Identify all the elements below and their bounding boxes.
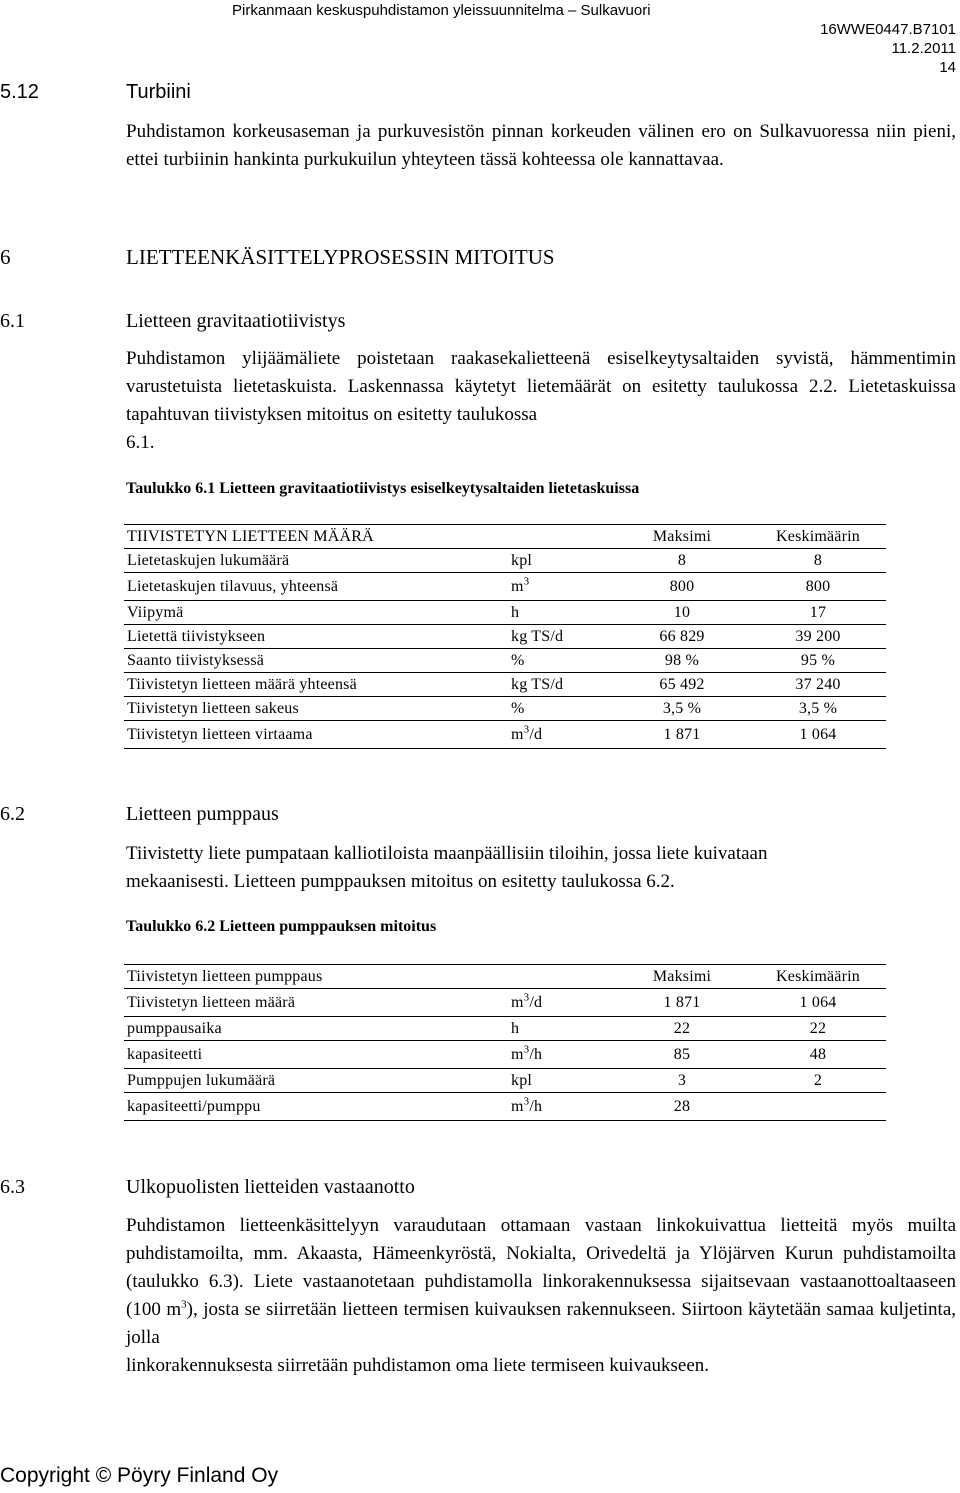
- row-label: Pumppujen lukumäärä: [124, 1069, 508, 1093]
- row-max: 1 871: [614, 989, 750, 1017]
- table-row: [124, 1017, 886, 1041]
- row-unit-text: kpl: [511, 1071, 533, 1089]
- table-row: [124, 573, 886, 601]
- table-6-2: [124, 964, 886, 1121]
- section-6-1-text-end: 6.1.: [126, 432, 155, 453]
- row-label: Lietetaskujen tilavuus, yhteensä: [124, 573, 508, 601]
- section-6-3-text-b: ), josta se siirretään lietteen termisen kuivauksen rakennukseen. Siirtoon käytetään samaa kuljetinta, jolla: [126, 1299, 956, 1348]
- row-unit-suffix: /h: [529, 1097, 543, 1115]
- table-header-cell: TIIVISTETYN LIETTEEN MÄÄRÄ: [124, 525, 508, 549]
- document-header-title: Pirkanmaan keskuspuhdistamon yleissuunnitelma – Sulkavuori: [232, 2, 651, 19]
- section-5-12-text: Puhdistamon korkeusaseman ja purkuvesistön pinnan korkeuden välinen ero on Sulkavuoressa niin pieni, ettei turbiinin hankinta purkukuilun yhteyteen tässä kohteessa ole kannattavaa.: [126, 121, 956, 170]
- row-max: 3: [614, 1069, 750, 1093]
- row-unit-text: m: [511, 1097, 524, 1115]
- section-6-2-text-body: Tiivistetty liete pumpataan kalliotiloista maanpäällisiin tiloihin, jossa liete kuivataan: [126, 843, 768, 864]
- section-6-1-number: 6.1: [0, 310, 25, 332]
- row-max: 800: [614, 573, 750, 601]
- section-6-1-text: [126, 345, 956, 457]
- table-header-cell: Maksimi: [614, 965, 750, 989]
- row-label: Viipymä: [124, 601, 508, 625]
- row-unit: [508, 1093, 614, 1121]
- section-6-3-text: [126, 1212, 956, 1380]
- section-6-2-text: [126, 840, 956, 896]
- row-unit: [508, 573, 614, 601]
- row-max: 85: [614, 1041, 750, 1069]
- row-max: 65 492: [614, 673, 750, 697]
- row-unit-text: kg TS/d: [511, 627, 564, 645]
- table-header-row: [124, 965, 886, 989]
- footer-copyright: Copyright © Pöyry Finland Oy: [0, 1464, 279, 1487]
- row-unit: [508, 673, 614, 697]
- table-header-cell: [508, 965, 614, 989]
- page-number: 14: [939, 59, 956, 76]
- document-meta: [820, 20, 956, 77]
- table-header-row: [124, 525, 886, 549]
- row-unit-text: m: [511, 725, 524, 743]
- row-avg: 800: [750, 573, 886, 601]
- row-unit-text: kpl: [511, 551, 533, 569]
- row-max: 28: [614, 1093, 750, 1121]
- row-unit: [508, 1069, 614, 1093]
- section-6-2-title: Lietteen pumppaus: [126, 803, 279, 825]
- row-avg: 1 064: [750, 721, 886, 749]
- row-label: Tiivistetyn lietteen sakeus: [124, 697, 508, 721]
- row-label: kapasiteetti: [124, 1041, 508, 1069]
- table-row: [124, 1041, 886, 1069]
- row-unit-sup: 3: [523, 723, 530, 736]
- row-unit: [508, 721, 614, 749]
- row-unit-sup: 3: [523, 1095, 530, 1108]
- row-max: 66 829: [614, 625, 750, 649]
- section-5-12-number: 5.12: [0, 81, 39, 103]
- section-6-2-text-end: mekaanisesti. Lietteen pumppauksen mitoitus on esitetty taulukossa 6.2.: [126, 871, 675, 892]
- row-unit: [508, 697, 614, 721]
- table-header-cell: [508, 525, 614, 549]
- row-unit-text: h: [511, 1019, 520, 1037]
- table-row: [124, 989, 886, 1017]
- row-unit: [508, 601, 614, 625]
- table-row: [124, 721, 886, 749]
- table-header-cell: Maksimi: [614, 525, 750, 549]
- row-max: 22: [614, 1017, 750, 1041]
- table-row: [124, 601, 886, 625]
- document-id: 16WWE0447.B7101: [820, 21, 956, 38]
- table-6-2-caption: Taulukko 6.2 Lietteen pumppauksen mitoitus: [126, 918, 437, 935]
- table-row: [124, 1093, 886, 1121]
- row-label: Tiivistetyn lietteen määrä yhteensä: [124, 673, 508, 697]
- row-unit: [508, 625, 614, 649]
- section-6-3-number: 6.3: [0, 1176, 25, 1198]
- row-avg: 8: [750, 549, 886, 573]
- row-avg: 95 %: [750, 649, 886, 673]
- table-row: [124, 625, 886, 649]
- row-max: 1 871: [614, 721, 750, 749]
- row-unit-text: m: [511, 1045, 524, 1063]
- row-unit-sup: 3: [523, 575, 530, 588]
- row-avg: 39 200: [750, 625, 886, 649]
- row-unit: [508, 989, 614, 1017]
- row-max: 3,5 %: [614, 697, 750, 721]
- row-label: Lietettä tiivistykseen: [124, 625, 508, 649]
- row-unit-text: h: [511, 603, 520, 621]
- table-row: [124, 673, 886, 697]
- row-unit-sup: 3: [523, 1043, 530, 1056]
- table-header-cell: Tiivistetyn lietteen pumppaus: [124, 965, 508, 989]
- table-6-1-caption: Taulukko 6.1 Lietteen gravitaatiotiivistys esiselkeytysaltaiden lietetaskuissa: [126, 480, 640, 497]
- row-avg: 22: [750, 1017, 886, 1041]
- row-avg: 37 240: [750, 673, 886, 697]
- row-unit: [508, 549, 614, 573]
- row-max: 8: [614, 549, 750, 573]
- row-avg: 48: [750, 1041, 886, 1069]
- table-row: [124, 1069, 886, 1093]
- row-avg: 3,5 %: [750, 697, 886, 721]
- row-max: 10: [614, 601, 750, 625]
- row-avg: 1 064: [750, 989, 886, 1017]
- row-label: Tiivistetyn lietteen määrä: [124, 989, 508, 1017]
- section-6-2-number: 6.2: [0, 803, 25, 825]
- table-header-cell: Keskimäärin: [750, 965, 886, 989]
- row-label: Lietetaskujen lukumäärä: [124, 549, 508, 573]
- row-unit-suffix: /d: [529, 725, 543, 743]
- row-unit-suffix: /h: [529, 1045, 543, 1063]
- section-5-12-title: Turbiini: [126, 81, 191, 103]
- row-unit-text: m: [511, 993, 524, 1011]
- row-unit: [508, 1041, 614, 1069]
- row-unit-text: kg TS/d: [511, 675, 564, 693]
- chapter-6-number: 6: [0, 245, 11, 269]
- table-row: [124, 649, 886, 673]
- section-6-3-text-a: Puhdistamon lietteenkäsittelyyn varaudutaan ottamaan vastaan linkokuivattua lietteitä myös muilta puhdistamoilta, mm. Akaasta, Hämeenkyröstä, Nokialta, Orivedeltä ja Ylöjärven Kurun puhdistamoilta (taulukko 6.3). Liete vastaanotetaan puhdistamolla linkorakennuksessa sijaitsevaan vastaanottoaltaaseen (100 m: [126, 1215, 956, 1320]
- chapter-6-title: LIETTEENKÄSITTELYPROSESSIN MITOITUS: [126, 245, 555, 269]
- section-6-3-text-end: linkorakennuksesta siirretään puhdistamon oma liete termiseen kuivaukseen.: [126, 1355, 710, 1376]
- row-avg: [750, 1093, 886, 1121]
- row-avg: 17: [750, 601, 886, 625]
- row-unit-suffix: /d: [529, 993, 543, 1011]
- row-unit: [508, 1017, 614, 1041]
- section-6-1-text-body: Puhdistamon ylijäämäliete poistetaan raakasekalietteenä esiselkeytysaltaiden syvistä, hämmentimin varustetuista lietetaskuista. Laskennassa käytetyt lietemäärät on esitetty taulukossa 2.2. Lietetaskuissa tapahtuvan tiivistyksen mitoitus on esitetty taulukossa: [126, 348, 956, 425]
- section-6-3-title: Ulkopuolisten lietteiden vastaanotto: [126, 1176, 415, 1198]
- table-row: [124, 549, 886, 573]
- row-unit: [508, 649, 614, 673]
- row-label: Saanto tiivistyksessä: [124, 649, 508, 673]
- section-6-1-title: Lietteen gravitaatiotiivistys: [126, 310, 346, 332]
- row-avg: 2: [750, 1069, 886, 1093]
- row-label: pumppausaika: [124, 1017, 508, 1041]
- row-max: 98 %: [614, 649, 750, 673]
- row-unit-sup: 3: [523, 991, 530, 1004]
- section-6-3-text-sup: 3: [181, 1298, 187, 1311]
- document-date: 11.2.2011: [891, 40, 956, 57]
- table-row: [124, 697, 886, 721]
- row-unit-text: m: [511, 577, 524, 595]
- row-unit-text: %: [511, 699, 525, 717]
- row-unit-text: %: [511, 651, 525, 669]
- row-label: kapasiteetti/pumppu: [124, 1093, 508, 1121]
- row-label: Tiivistetyn lietteen virtaama: [124, 721, 508, 749]
- table-header-cell: Keskimäärin: [750, 525, 886, 549]
- table-6-1: [124, 524, 886, 749]
